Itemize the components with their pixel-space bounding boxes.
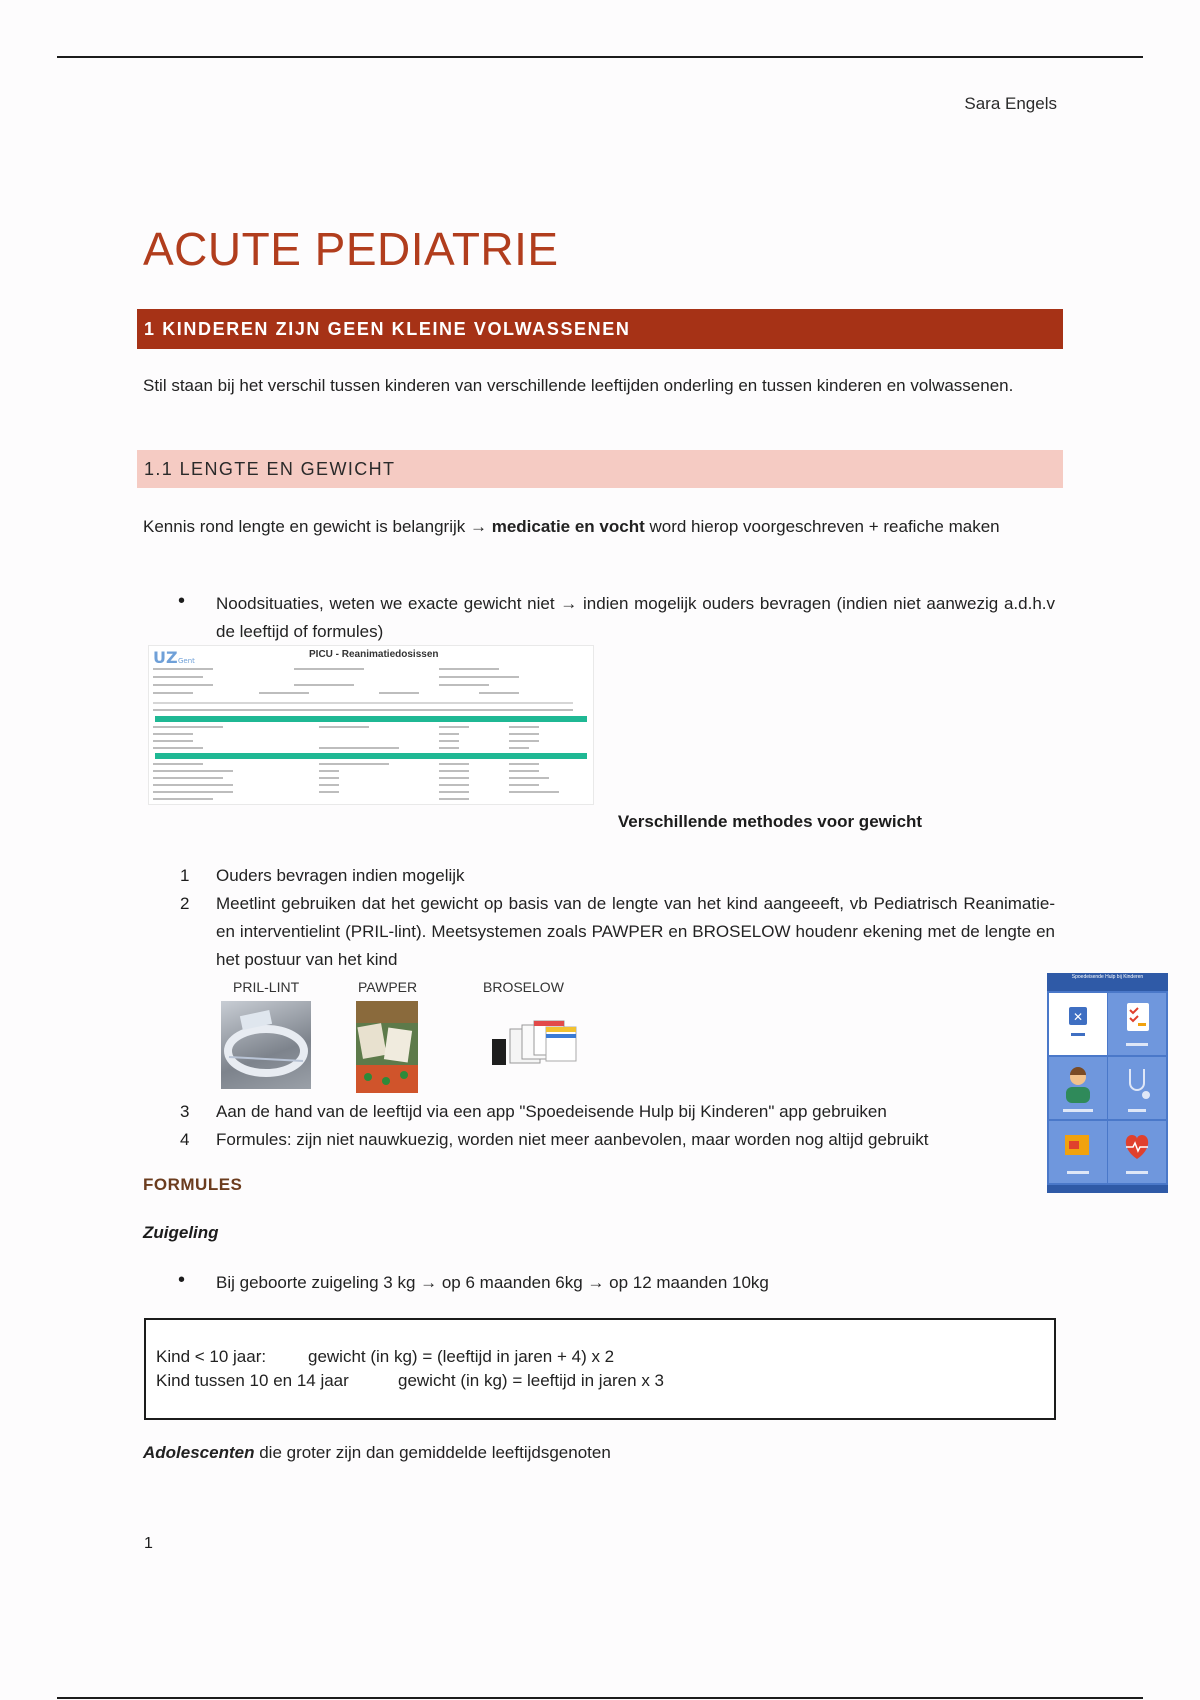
- picu-image-title: PICU - Reanimatiedosissen: [309, 649, 439, 660]
- adolescent-text: die groter zijn dan gemiddelde leeftijdsgenoten: [254, 1443, 611, 1462]
- bullet-zuigeling: Bij geboorte zuigeling 3 kg → op 6 maanden 6kg → op 12 maanden 10kg: [216, 1273, 769, 1292]
- list-number: 2: [180, 894, 190, 913]
- app-tile-heart: [1108, 1121, 1166, 1183]
- app-tile-checklist: [1108, 993, 1166, 1055]
- svg-text:UZ: UZ: [153, 648, 178, 666]
- bullet-emergency: Noodsituaties, weten we exacte gewicht niet → indien mogelijk ouders bevragen (indien niet aanwezig a.d.h.v de leeftijd of formules): [216, 594, 1055, 641]
- svg-text:✕: ✕: [1072, 1010, 1084, 1024]
- uz-logo-icon: [152, 648, 196, 666]
- top-rule: [57, 56, 1143, 58]
- bullet-marker: •: [178, 590, 186, 612]
- image-caption: Verschillende methodes voor gewicht: [617, 812, 923, 831]
- formula-2: gewicht (in kg) = leeftijd in jaren x 3: [398, 1371, 664, 1390]
- adolescent-line: [143, 1439, 1055, 1467]
- zuigeling-subheading: Zuigeling: [143, 1223, 219, 1242]
- paragraph-weight-bold: medicatie en vocht: [491, 517, 645, 536]
- formules-heading: FORMULES: [143, 1175, 243, 1194]
- page-number: 1: [144, 1535, 153, 1552]
- section-1-intro: Stil staan bij het verschil tussen kinderen van verschillende leeftijden onderling en tussen kinderen en volwassenen.: [143, 376, 1014, 395]
- formula-label-1: Kind < 10 jaar:: [156, 1347, 267, 1366]
- pril-tape-image: [221, 1001, 311, 1089]
- list-item: Meetlint gebruiken dat het gewicht op basis van de lengte van het kind aangeeeft, vb Pediatrisch Reanimatie-en interventielint (PRIL-lint). Meetsystemen zoals PAWPER en BROSELOW houdenr ekening met de lengte en het postuur van het kind: [216, 894, 1055, 969]
- teal-band-2: [155, 753, 587, 759]
- list-item: Formules: zijn niet nauwkuezig, worden niet meer aanbevolen, maar worden nog altijd gebruikt: [216, 1130, 929, 1149]
- app-tile-person: [1049, 1057, 1107, 1119]
- formula-label-2: Kind tussen 10 en 14 jaar: [156, 1371, 349, 1390]
- picu-document-image: [148, 645, 594, 805]
- app-tile-stethoscope: [1108, 1057, 1166, 1119]
- app-tile-cards: [1049, 1121, 1107, 1183]
- formula-1: gewicht (in kg) = (leeftijd in jaren + 4) x 2: [308, 1347, 615, 1366]
- teal-band: [155, 716, 587, 722]
- broselow-tape-image: [490, 1015, 580, 1075]
- svg-text:Gent: Gent: [178, 657, 195, 665]
- adolescent-bold: Adolescenten: [143, 1443, 255, 1462]
- app-tabbar: [1047, 1185, 1168, 1193]
- list-item: Aan de hand van de leeftijd via een app "Spoedeisende Hulp bij Kinderen" app gebruiken: [216, 1102, 887, 1121]
- paragraph-weight-text: Kennis rond lengte en gewicht is belangrijk →: [143, 517, 492, 536]
- list-number: 1: [180, 866, 190, 885]
- pawper-label: PAWPER: [358, 979, 418, 995]
- section-heading-1-1: 1.1 LENGTE EN GEWICHT: [137, 450, 1063, 488]
- author-name: Sara Engels: [964, 94, 1057, 113]
- bottom-rule: [57, 1697, 1143, 1699]
- app-screenshot: [1047, 973, 1168, 1193]
- section-heading-1: 1 KINDEREN ZIJN GEEN KLEINE VOLWASSENEN: [137, 309, 1063, 349]
- app-header: Spoedeisende Hulp bij Kinderen: [1047, 973, 1168, 991]
- list-item: Ouders bevragen indien mogelijk: [216, 866, 465, 885]
- bullet-marker: •: [178, 1269, 186, 1291]
- app-tile-logo: [1049, 993, 1107, 1055]
- pawper-tape-image: [356, 1001, 418, 1093]
- paragraph-weight-text-end: word hierop voorgeschreven + reafiche maken: [644, 517, 1000, 536]
- formula-box: [144, 1318, 1056, 1420]
- pril-label: PRIL-LINT: [233, 979, 300, 995]
- list-number: 4: [180, 1130, 190, 1149]
- broselow-label: BROSELOW: [483, 979, 564, 995]
- page-title: ACUTE PEDIATRIE: [143, 223, 559, 275]
- list-number: 3: [180, 1102, 190, 1121]
- paragraph-weight: [143, 513, 1055, 541]
